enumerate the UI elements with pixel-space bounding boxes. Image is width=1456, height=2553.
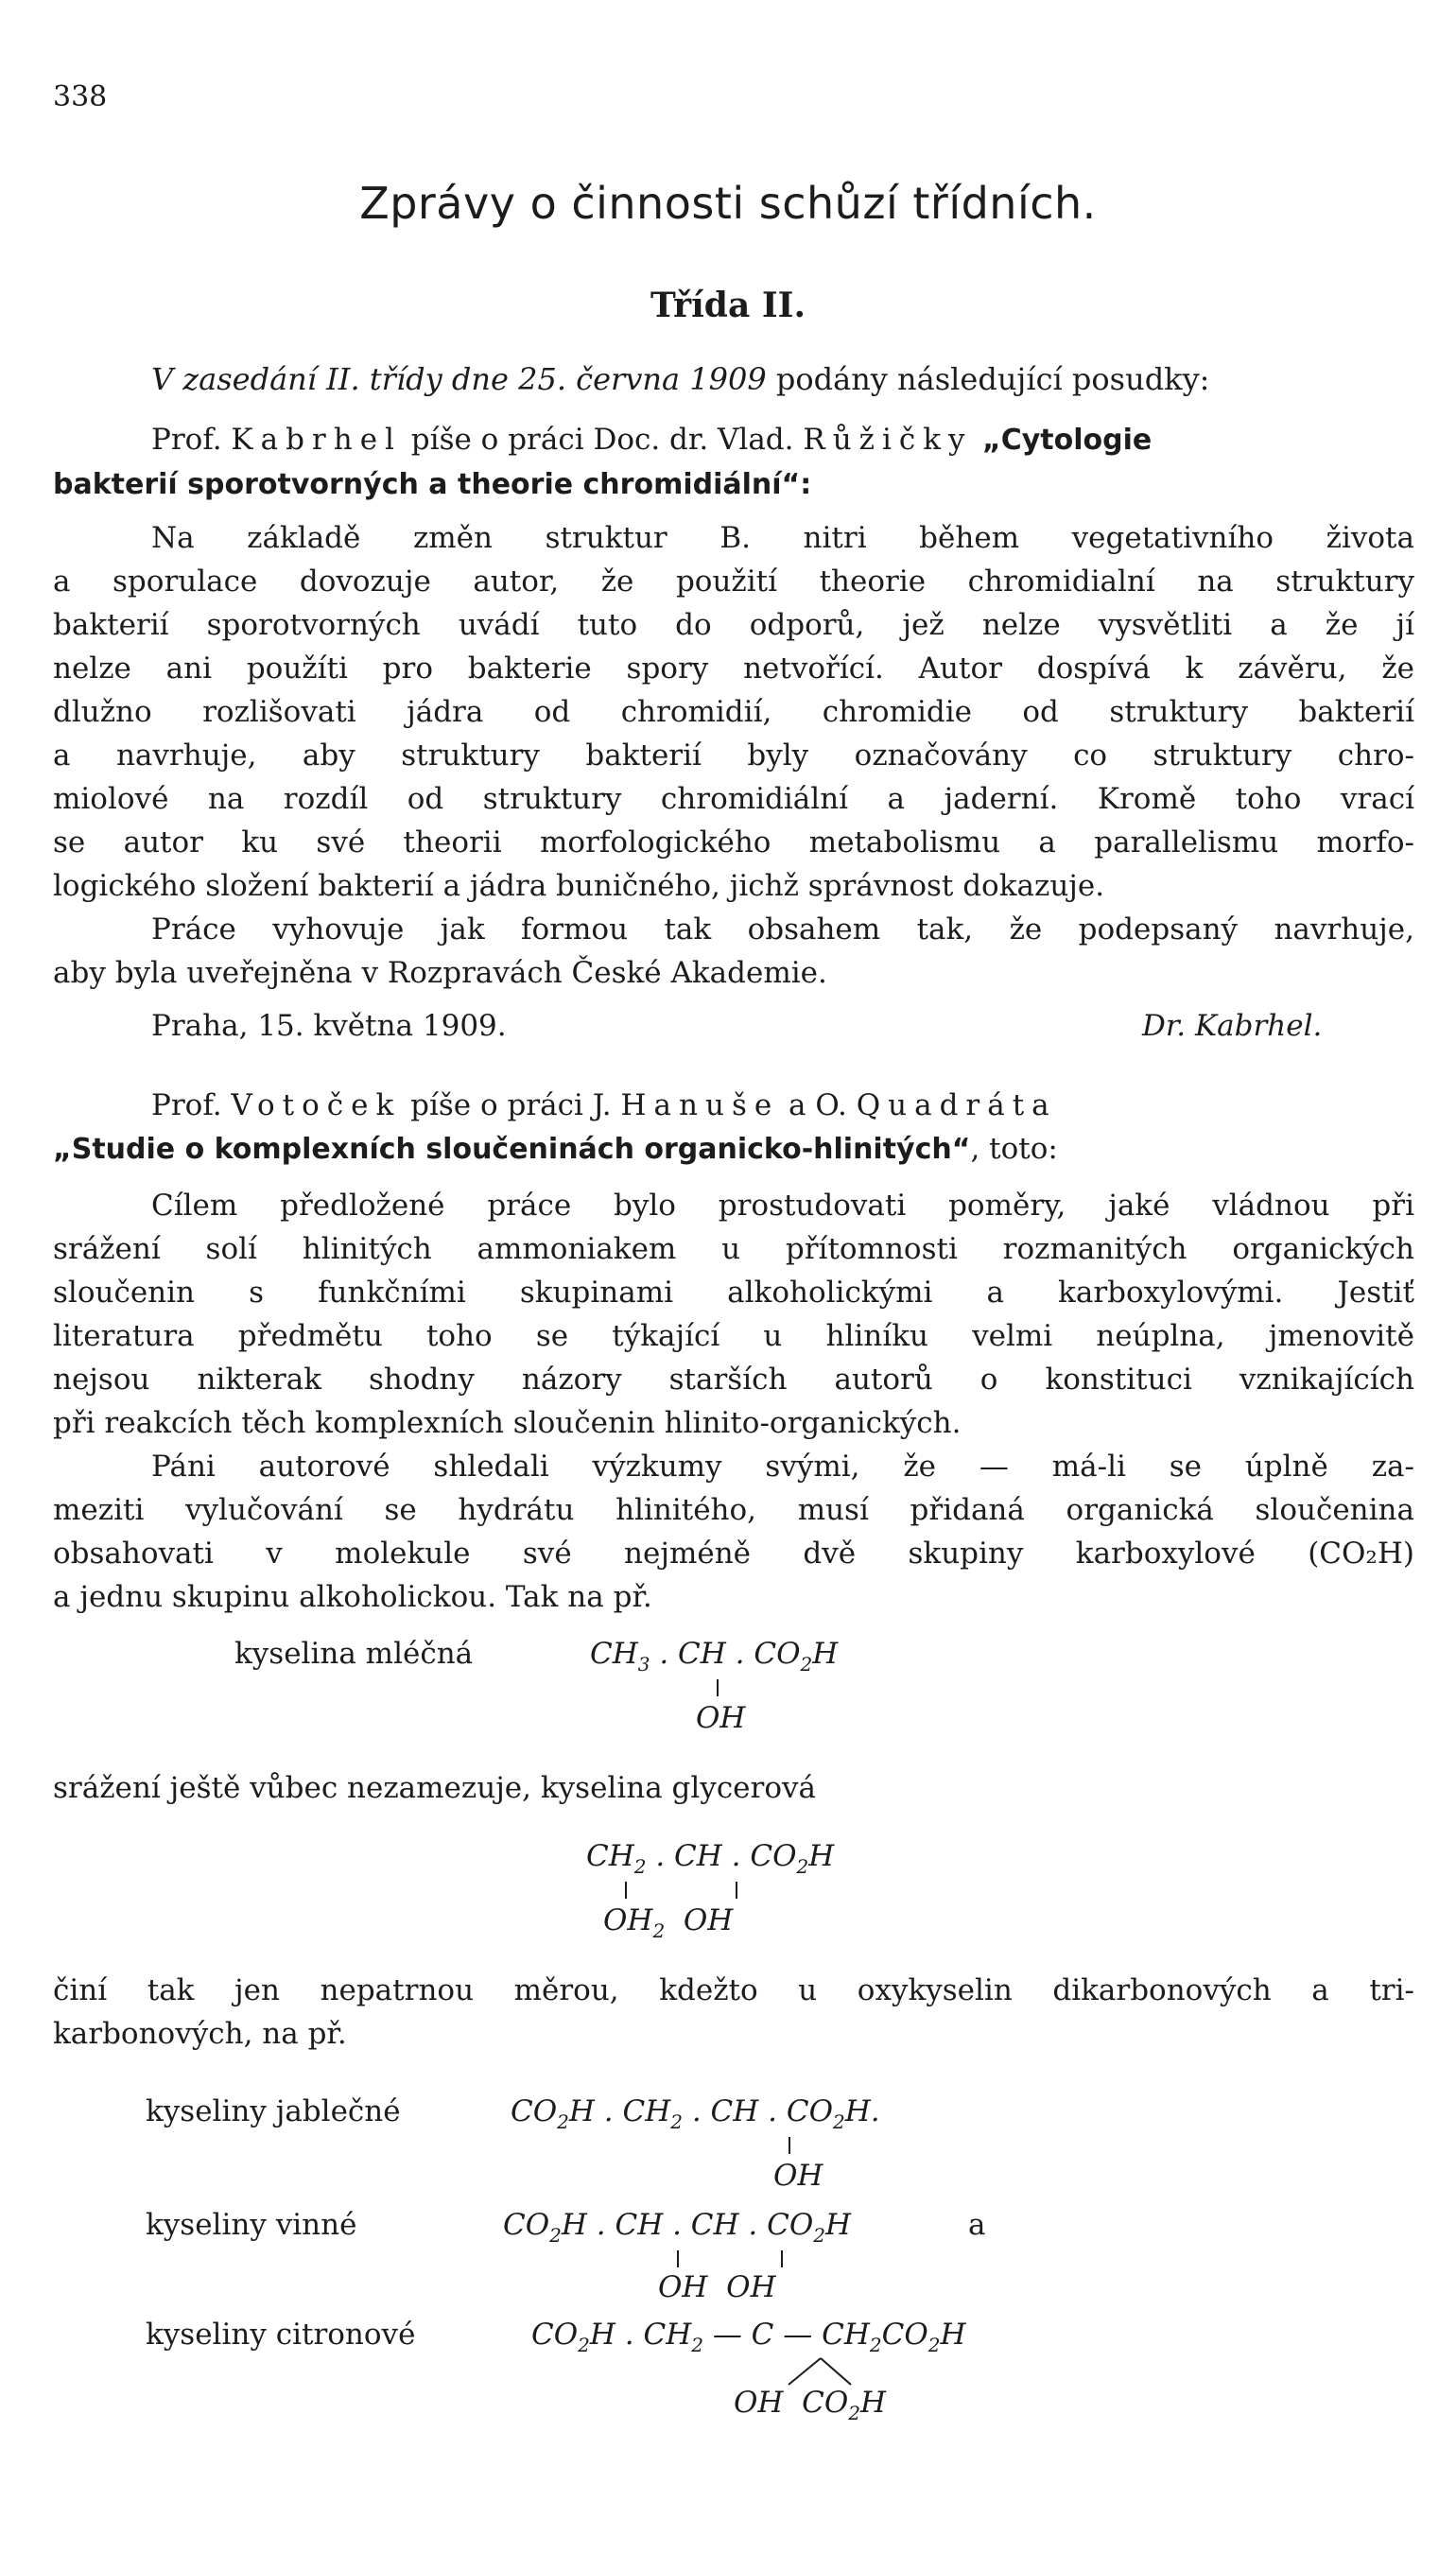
formula-tartaric-oh: OH OH: [658, 2270, 776, 2304]
formula-lactic-oh: OH: [696, 1701, 746, 1735]
bond-line: [717, 1679, 719, 1696]
paragraph-line: dlužno rozlišovati jádra od chromidií, chromidie od struktury bakterií: [53, 695, 1414, 729]
paragraph-line: meziti vylučování se hydrátu hlinitého, musí přidaná organická sloučenina: [53, 1493, 1414, 1527]
formula-citric-branches: OH $CO_2H$: [734, 2386, 887, 2424]
after-glyceric: činí tak jen nepatrnou měrou, kdežto u oxykyselin dikarbonových a tri- karbonových, na př.: [53, 1973, 1414, 2051]
formula-citric: $CO_2H$ . $CH_2$ — C — $CH_2CO_2H$: [531, 2318, 966, 2356]
paragraph-line: obsahovati v molekule své nejméně dvě skupiny karboxylové (CO₂H): [53, 1537, 1414, 1571]
session-rest: podány následující posudky:: [766, 361, 1210, 397]
paragraph-line: Na základě změn struktur B. nitri během vegetativního života: [151, 521, 1414, 555]
paragraph-line: literatura předmětu toho se týkající u hliníku velmi neúplna, jmenovitě: [53, 1319, 1414, 1353]
paragraph-line: nejsou nikterak shodny názory starších autorů o konstituci vznikajících: [53, 1363, 1414, 1397]
paragraph-line: Cílem předložené práce bylo prostudovati poměry, jaké vládnou při: [151, 1189, 1414, 1223]
bond-line: [781, 2250, 783, 2267]
chem-label-malic: kyseliny jablečné: [146, 2094, 401, 2128]
bond-line: [625, 1882, 627, 1899]
formula-malic: $CO_2H$ . $CH_2$ . CH . $CO_2H$.: [511, 2094, 880, 2133]
formula-tartaric: $CO_2H$ . CH . CH . $CO_2H$: [503, 2208, 852, 2247]
after-lactic-line: srážení ještě vůbec nezamezuje, kyselina glycerová: [53, 1771, 816, 1805]
paragraph-line: a sporulace dovozuje autor, že použití theorie chromidialní na struktury: [53, 564, 1414, 599]
signature: Dr. Kabrhel.: [1142, 1009, 1323, 1043]
paragraph-line: miolové na rozdíl od struktury chromidiální a jaderní. Kromě toho vrací: [53, 782, 1414, 816]
formula-lactic: $CH_3$ . CH . $CO_2H$: [590, 1637, 839, 1676]
work-title-cont: bakterií sporotvorných a theorie chromidiální“:: [53, 468, 812, 501]
session-line: [53, 357, 1414, 401]
review-2: Prof. Votoček píše o práci J. Hanuše a O. Quadráta „Studie o komplexních sloučeninách organicko-hlinitých“, toto:: [53, 1088, 1058, 1166]
reviewer-name: Kabrhel: [231, 423, 402, 457]
review-1: Prof. Kabrhel píše o práci Doc. dr. Vlad. Růžičky „Cytologie bakterií sporotvorných a theorie chromidiální“:: [53, 423, 1153, 501]
paragraph-line: bakterií sporotvorných uvádí tuto do odporů, jež nelze vysvětliti a že jí: [53, 608, 1414, 642]
review-1-body: [53, 516, 1414, 995]
page-heading: Zprávy o činnosti schůzí třídních.: [359, 178, 1097, 229]
formula-malic-oh: OH: [773, 2159, 823, 2193]
author-name: Hanuše: [620, 1088, 780, 1122]
author-name: Růžičky: [803, 423, 973, 457]
session-italic: V zasedání II. třídy dne 25. června 1909: [151, 361, 767, 397]
formula-glyceric-oh: $OH_2$ OH: [603, 1903, 734, 1942]
paragraph-line: a jednu skupinu alkoholickou. Tak na př.: [53, 1580, 652, 1614]
paragraph-line: srážení solí hlinitých ammoniakem u přítomnosti rozmanitých organických: [53, 1232, 1414, 1266]
reviewer-name: Votoček: [231, 1088, 402, 1122]
paragraph-line: při reakcích těch komplexních sloučenin hlinito-organických.: [53, 1406, 962, 1440]
review-2-body: [53, 1184, 1414, 1619]
chem-label-citric: kyseliny citronové: [146, 2318, 416, 2352]
formula-glyceric: $CH_2$ . CH . $CO_2H$: [586, 1839, 835, 1878]
paragraph-line: a navrhuje, aby struktury bakterií byly označovány co struktury chro-: [53, 738, 1414, 773]
chem-label-tartaric: kyseliny vinné: [146, 2208, 357, 2242]
paragraph-line: aby byla uveřejněna v Rozpravách České Akademie.: [53, 956, 827, 990]
bond-line: [736, 1882, 737, 1899]
place-date: Praha, 15. května 1909.: [151, 1009, 507, 1043]
chem-conjunction: a: [968, 2208, 986, 2242]
page-number: 338: [53, 80, 108, 113]
work-title: „Studie o komplexních sloučeninách organicko-hlinitých“: [53, 1133, 971, 1166]
bond-line: [789, 2137, 790, 2154]
paragraph-line: logického složení bakterií a jádra buničného, jichž správnost dokazuje.: [53, 869, 1105, 903]
author-name: Quadráta: [856, 1088, 1057, 1122]
paragraph-line: Páni autorové shledali výzkumy svými, že — má-li se úplně za-: [151, 1450, 1414, 1484]
paragraph-line: se autor ku své theorii morfologického metabolismu a parallelismu morfo-: [53, 825, 1414, 860]
chem-label-lactic: kyselina mléčná: [234, 1637, 474, 1671]
work-title: „Cytologie: [972, 424, 1153, 457]
class-heading: Třída II.: [650, 286, 806, 325]
paragraph-line: Práce vyhovuje jak formou tak obsahem tak, že podepsaný navrhuje,: [151, 912, 1414, 947]
paragraph-line: nelze ani použíti pro bakterie spory netvořící. Autor dospívá k závěru, že: [53, 651, 1414, 686]
paragraph-line: sloučenin s funkčními skupinami alkoholickými a karboxylovými. Jestiť: [53, 1276, 1414, 1310]
